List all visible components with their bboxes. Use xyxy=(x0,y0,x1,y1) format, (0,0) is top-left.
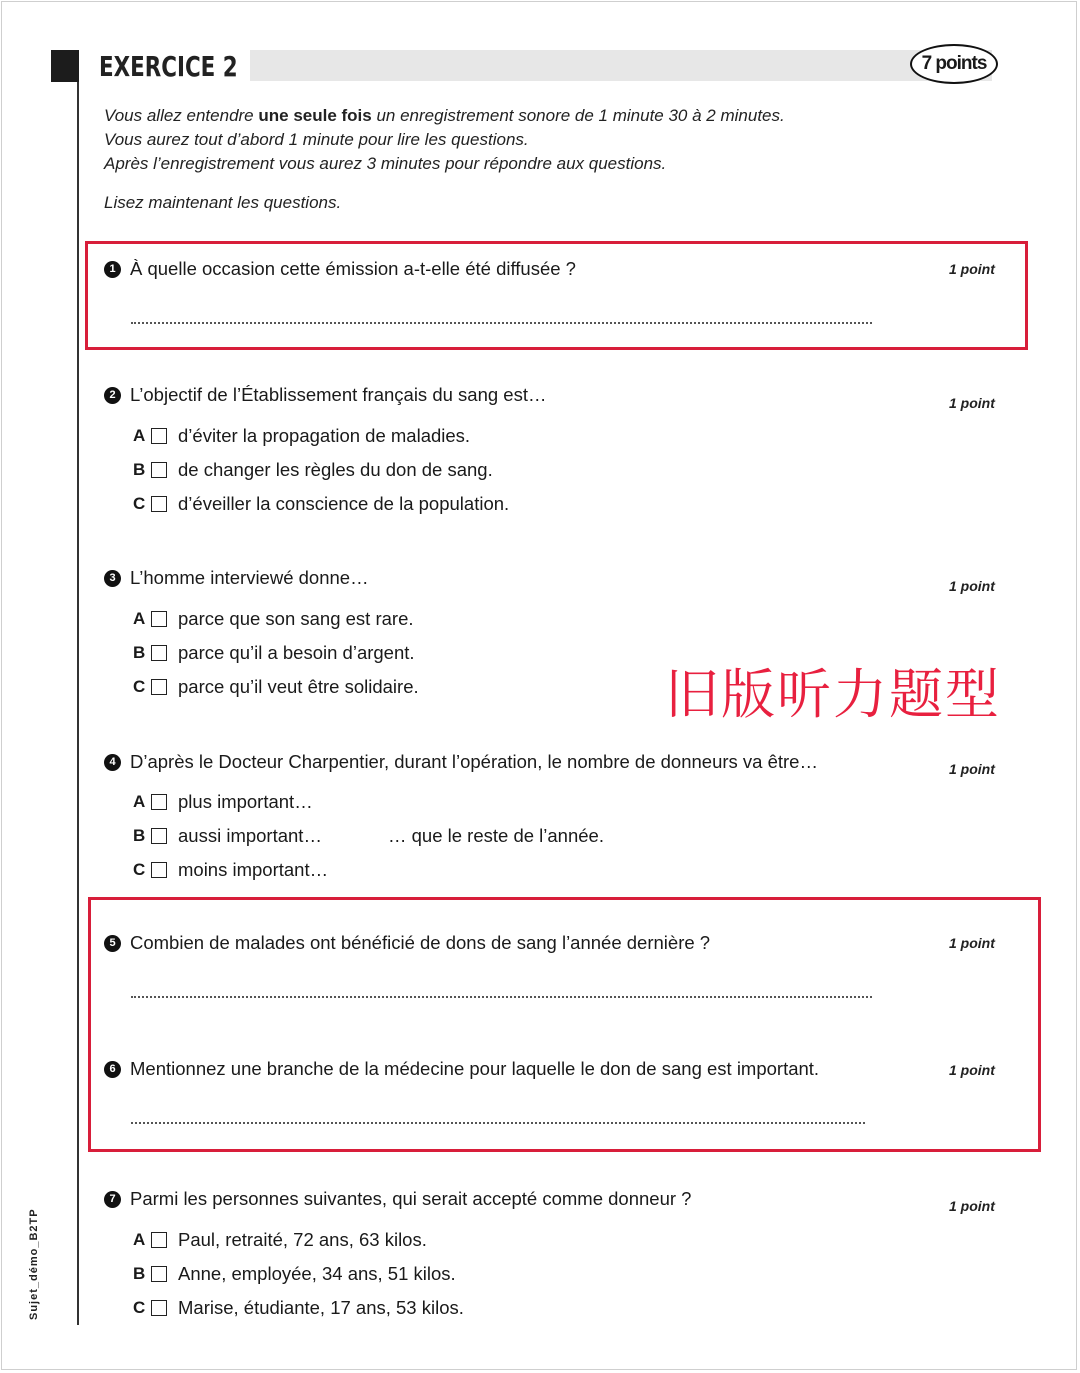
checkbox[interactable] xyxy=(151,428,167,444)
checkbox[interactable] xyxy=(151,862,167,878)
instructions xyxy=(104,104,785,215)
question-number-badge: 7 xyxy=(104,1191,121,1208)
option-letter: C xyxy=(133,1298,146,1317)
points-badge: 7 points xyxy=(910,44,998,84)
q4-option-suffix: … que le reste de l’année. xyxy=(388,825,604,846)
question-4 xyxy=(104,751,818,773)
option-letter: A xyxy=(133,609,146,628)
question-number-badge: 3 xyxy=(104,570,121,587)
question-number-badge: 5 xyxy=(104,935,121,952)
question-7 xyxy=(104,1188,691,1210)
option-letter: B xyxy=(133,826,146,845)
q7-option-a[interactable] xyxy=(133,1229,427,1251)
checkbox[interactable] xyxy=(151,679,167,695)
instruction-line-1: Vous allez entendre une seule fois un enregistrement sonore de 1 minute 30 à 2 minutes. xyxy=(104,106,785,125)
question-2-points: 1 point xyxy=(949,395,995,411)
option-letter: A xyxy=(133,426,146,445)
q3-option-a[interactable] xyxy=(133,608,414,630)
instruction-line-2: Vous aurez tout d’abord 1 minute pour lire les questions. xyxy=(104,130,529,149)
question-number-badge: 6 xyxy=(104,1061,121,1078)
question-text: L’objectif de l’Établissement français du sang est… xyxy=(130,384,547,405)
q7-option-b[interactable] xyxy=(133,1263,456,1285)
question-text: Combien de malades ont bénéficié de dons de sang l’année dernière ? xyxy=(130,932,711,953)
option-text: parce que son sang est rare. xyxy=(178,608,414,629)
instruction-line-3: Après l’enregistrement vous aurez 3 minutes pour répondre aux questions. xyxy=(104,154,667,173)
checkbox[interactable] xyxy=(151,1266,167,1282)
q3-option-c[interactable] xyxy=(133,676,419,698)
question-text: L’homme interviewé donne… xyxy=(130,567,369,588)
checkbox[interactable] xyxy=(151,1300,167,1316)
header-black-block xyxy=(51,50,79,82)
question-3 xyxy=(104,567,369,589)
q4-option-c[interactable] xyxy=(133,859,328,881)
checkbox[interactable] xyxy=(151,828,167,844)
checkbox[interactable] xyxy=(151,794,167,810)
question-number-badge: 4 xyxy=(104,754,121,771)
checkbox[interactable] xyxy=(151,611,167,627)
question-text: Mentionnez une branche de la médecine pour laquelle le don de sang est important. xyxy=(130,1058,820,1079)
option-text: Anne, employée, 34 ans, 51 kilos. xyxy=(178,1263,456,1284)
option-text: moins important… xyxy=(178,859,329,880)
option-text: Paul, retraité, 72 ans, 63 kilos. xyxy=(178,1229,427,1250)
question-text: À quelle occasion cette émission a-t-elle été diffusée ? xyxy=(130,258,576,279)
header-bar xyxy=(250,50,992,81)
question-2 xyxy=(104,384,546,406)
q7-option-c[interactable] xyxy=(133,1297,464,1319)
left-margin-rule xyxy=(77,50,79,1325)
option-letter: A xyxy=(133,1230,146,1249)
question-number-badge: 2 xyxy=(104,387,121,404)
option-text: Marise, étudiante, 17 ans, 53 kilos. xyxy=(178,1297,464,1318)
checkbox[interactable] xyxy=(151,496,167,512)
option-text: parce qu’il veut être solidaire. xyxy=(178,676,419,697)
q3-option-b[interactable] xyxy=(133,642,415,664)
q2-option-c[interactable] xyxy=(133,493,509,515)
highlight-box-q1 xyxy=(85,241,1028,350)
question-1-points: 1 point xyxy=(949,261,995,277)
option-text: de changer les règles du don de sang. xyxy=(178,459,493,480)
annotation-label: 旧版听力题型 xyxy=(665,663,1001,726)
option-letter: B xyxy=(133,643,146,662)
option-text: aussi important… xyxy=(178,825,322,846)
checkbox[interactable] xyxy=(151,1232,167,1248)
question-7-points: 1 point xyxy=(949,1198,995,1214)
question-3-points: 1 point xyxy=(949,578,995,594)
checkbox[interactable] xyxy=(151,645,167,661)
question-5-points: 1 point xyxy=(949,935,995,951)
instruction-line-4: Lisez maintenant les questions. xyxy=(104,193,342,212)
option-letter: B xyxy=(133,1264,146,1283)
checkbox[interactable] xyxy=(151,462,167,478)
q2-option-a[interactable] xyxy=(133,425,470,447)
q4-option-a[interactable] xyxy=(133,791,313,813)
question-text: D’après le Docteur Charpentier, durant l’opération, le nombre de donneurs va être… xyxy=(130,751,818,772)
q2-option-b[interactable] xyxy=(133,459,493,481)
option-letter: C xyxy=(133,494,146,513)
option-text: plus important… xyxy=(178,791,313,812)
question-number-badge: 1 xyxy=(104,261,121,278)
option-text: d’éviter la propagation de maladies. xyxy=(178,425,471,446)
q4-option-b[interactable] xyxy=(133,825,322,847)
option-letter: C xyxy=(133,860,146,879)
exercise-title: EXERCICE 2 xyxy=(99,50,238,83)
question-text: Parmi les personnes suivantes, qui serait accepté comme donneur ? xyxy=(130,1188,692,1209)
option-letter: A xyxy=(133,792,146,811)
question-4-points: 1 point xyxy=(949,761,995,777)
highlight-box-q5-q6 xyxy=(88,897,1041,1152)
question-6-points: 1 point xyxy=(949,1062,995,1078)
document-code: Sujet_démo_B2TP xyxy=(28,1208,40,1320)
option-letter: B xyxy=(133,460,146,479)
option-text: parce qu’il a besoin d’argent. xyxy=(178,642,415,663)
option-letter: C xyxy=(133,677,146,696)
option-text: d’éveiller la conscience de la population. xyxy=(178,493,510,514)
